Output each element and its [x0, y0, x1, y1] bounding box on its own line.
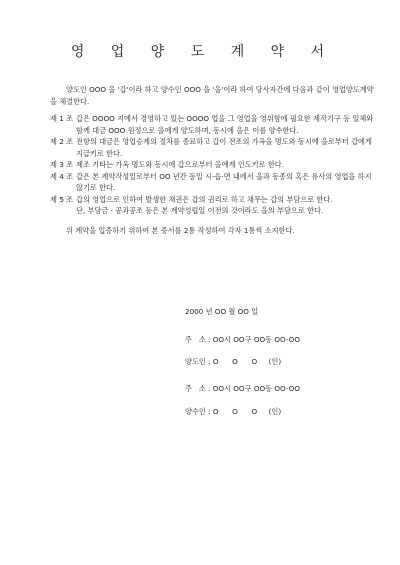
contract-date: 2000 년 OO 월 OO 일 [185, 307, 259, 316]
article-text [76, 171, 380, 194]
article-5 [50, 194, 380, 217]
transferee-name: 양수인 : O O O (인) [185, 407, 282, 416]
article-number: 제 2 조 [50, 137, 74, 146]
article-line: 갑은 본 계약작성일로부터 OO 년간 동일 시·읍·면 내에서 을과 동종의 혹은 유사의 영업을 하지 않기로 한다. [76, 171, 372, 192]
article-proviso: 단, 부담금 · 공과공조 등은 본 계약성립일 이전의 것이라도 을의 부담으로 한다. [76, 206, 324, 215]
article-number: 제 3 조 [50, 160, 74, 169]
article-line: 갑은 OOOO 지에서 경영하고 있는 OOOO 업을 그 영업을 영위함에 필요한 제작기구 등 일체와 함께 대금 OOO 원정으로 을에게 양도하며, 동시에 을은 이를 양수한다. [76, 114, 374, 135]
transferee-address: 주 소 : OO시 OO구 OO동 OO-OO [185, 384, 300, 393]
article-number: 제 1 조 [50, 114, 74, 123]
document-body [50, 84, 380, 236]
transferor-name: 양도인 : O O O (인) [185, 357, 282, 366]
article-line: 갑의 영업으로 인하여 발생한 채권은 갑의 권리로 하고 채무는 갑의 부담으로 한다. [76, 194, 333, 204]
article-line: 전항의 대금은 영업승계의 절차를 종료하고 갑이 전조의 가옥을 명도와 동시에 을로부터 갑에게 지급키로 한다. [76, 137, 372, 158]
article-3 [50, 159, 380, 171]
transferor-address: 주 소 : OO시 OO구 OO동 OO-OO [185, 335, 300, 344]
article-line: 제조 기타는 가옥 명도와 동시에 갑으로부터 을에게 인도키로 한다. [76, 160, 285, 169]
document-title: 영 업 양 도 계 약 서 [70, 44, 336, 60]
article-text [76, 159, 380, 171]
article-number: 제 5 조 [50, 194, 74, 204]
article-4 [50, 171, 380, 194]
article-number: 제 4 조 [50, 171, 74, 181]
article-2 [50, 136, 380, 159]
closing-paragraph: 위 계약을 입증하기 위하여 본 증서를 2통 작성하여 각자 1통씩 소지한다. [66, 225, 295, 235]
article-1 [50, 113, 380, 136]
article-text [76, 194, 380, 217]
article-text [76, 113, 380, 136]
intro-paragraph: 양도인 OOO 을 '갑'이라 하고 양수인 OOO 을 '을'이라 하여 당사자간에 다음과 같이 영업양도계약을 체결한다. [50, 85, 374, 106]
article-text [76, 136, 380, 159]
